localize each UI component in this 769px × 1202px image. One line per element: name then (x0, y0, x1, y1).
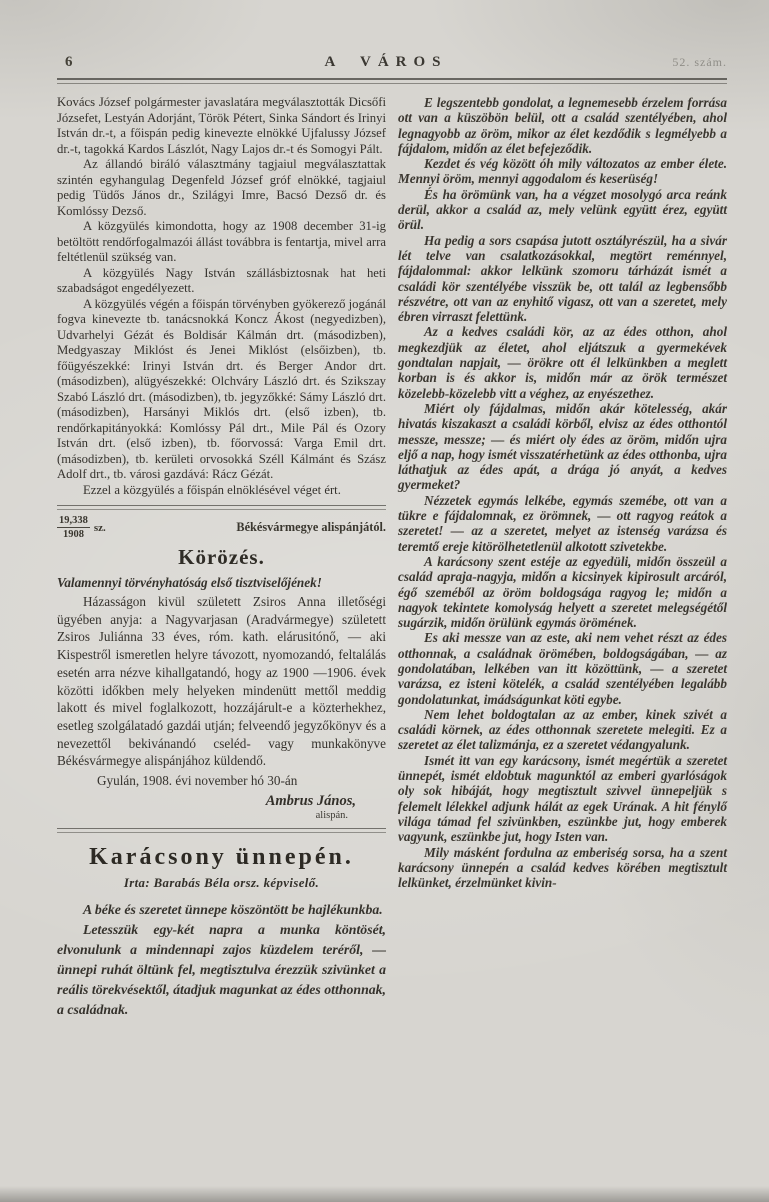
essay-paragraph: E legszentebb gondolat, a legnemesebb érzelem forrása ott van a küszöbön belül, ott a család szentélyében, ahol legnagyobb az öröm, mikor az élet kezdődik s legmélyebb a fájdalom, midőn az élet befejeződik. (398, 95, 727, 156)
essay-paragraph: Ha pedig a sors csapása jutott osztályrészül, ha a sivár lét telve van csalatkozásokkal, megtört reménnyel, fájdalommal: akkor lelkünk szomoru tárházát ismét a családi kör szentélyébe visszük be, ott talál az legbensőbb részvétre, ott van az enyhitő vigasz, ott van a szeretet, mely ébren virraszt felettünk. (398, 232, 727, 325)
left-column (57, 95, 386, 1020)
essay-paragraph: Nem lehet boldogtalan az az ember, kinek szivét a családi körnek, az édes otthonnak szeretete melegiti. Ez a szeretet az élet talizmánja, ez a szeretet védangyalunk. (398, 706, 727, 753)
korozes-section (57, 545, 386, 821)
korozes-address: Valamennyi törvényhatóság első tisztviselőjének! (57, 575, 322, 590)
korozes-dateline: Gyulán, 1908. évi november hó 30-án (97, 773, 298, 789)
article-paragraph: Az állandó biráló választmány tagjaiul megválasztattak szintén egyhangulag Degenfeld József gróf elnökké, tagjaiul pedig Tüdős János dr., Szilágyi Imre, Bacsó Dezső dr. és Komlóssy Dezső. (57, 157, 386, 218)
essay-paragraph: Es aki messze van az este, aki nem vehet részt az édes otthonnak, a családnak örömében, boldogságában, — az gondolatában, lelkében van itt közöttünk, — a szeretet varázsa, ez isteni kötelék, a család szentélyében legalább gondolatunkat, imádságunkat köti egybe. (398, 630, 727, 707)
article-paragraph: A közgyülés Nagy István szállásbiztosnak hat heti szabadságot engedélyezett. (57, 265, 386, 295)
docket-number-top: 19,338 (59, 515, 88, 526)
essay-paragraph: A karácsony szent estéje az egyedüli, midőn összeül a család apraja-nagyja, midőn a kicsinyek kipirosult arcáról, égő szeméből az öröm boldogsága ragyog le; midőn a nagyok tekintete komolyság helyett a szeretet melegségétől sugárzik, midőn örülünk egymás örömének. (398, 553, 727, 631)
essay-paragraph: Miért oly fájdalmas, midőn akár kötelesség, akár hivatás kiszakaszt a családi körből, elvisz az édes otthontól messze, messze; — és miért oly édes az öröm, midőn ujra eljő a nap, hogy ismét visszatérhetünk az édes otthonba, ujra láthatjuk az édes apát, a drága jó anyát, a kedves gyermeket? (398, 400, 727, 493)
council-report (57, 95, 386, 498)
karacsony-paragraph: Letesszük egy-két napra a munka köntösét, elvonulunk a mindennapi zajos küzdelem teréről, — ünnepi ruhát öltünk fel, megtisztulva érezzük szivünket a reális törekvésektől, átadjuk magunkat az édes otthonnak, a családnak. (57, 922, 386, 1018)
article-paragraph: Ezzel a közgyülés a főispán elnöklésével véget ért. (83, 482, 341, 497)
essay-paragraph: Kezdet és vég között óh mily változatos az ember élete. Mennyi öröm, mennyi aggodalom és keserüség! (398, 156, 727, 187)
karacsony-section (57, 844, 386, 1020)
masthead (57, 54, 727, 71)
korozes-heading: Körözés. (178, 545, 265, 569)
karacsony-byline: Irta: Barabás Béla orsz. képviselő. (123, 876, 320, 891)
essay-paragraph: És ha örömünk van, ha a végzet mosolygó arca reánk derül, akkor a család az, mely velünk együtt érez, együtt örül. (398, 186, 727, 233)
right-column (398, 95, 727, 1020)
docket-line (57, 515, 386, 540)
essay-paragraph: Mily másként fordulna az emberiség sorsa, ha a szent karácsony ünnepén a család kedves körében megtisztult lelkünket, érzelmünket kivin- (398, 844, 727, 891)
newspaper-title: A VÁROS (324, 54, 448, 70)
signature-name: Ambrus János, (265, 793, 356, 810)
docket-source: Békésvármegye alispánjától. (236, 520, 386, 534)
docket-number (57, 515, 106, 540)
article-paragraph: A közgyülés kimondotta, hogy az 1908 december 31-ig betöltött rendőrfogalmazói állást továbbra is fentartja, mivel arra feltétlenül szükség van. (57, 219, 386, 264)
essay-paragraph: Ismét itt van egy karácsony, ismét megértük a szeretet ünnepét, ismét eldobtuk magunktól az emberi gyarlóságok oly sok hibáját, hogy megtisztult szivvel ünnepeljük s felemelt lélekkel adjunk hálát az egek Urának. A hit fénylő világa támad fel szivünkben, eszünkbe jut, hogy emberek vagyunk, eszünkbe jut, hogy Isten van. (398, 752, 727, 845)
docket-fraction (57, 515, 90, 540)
docket-number-bottom: 1908 (62, 529, 84, 540)
docket-suffix: sz. (93, 521, 106, 534)
signature-title: alispán. (315, 810, 348, 822)
article-paragraph: Kovács József polgármester javaslatára megválasztották Dicsőfi Józsefet, Lestyán Adorjánt, Török Pétert, Sinka Sándort és Irinyi István dr.-t, a főispán pedig kinevezte elnökké Ujfalussy József dr.-t, tagokká Kardos Lászlót, Nagy Lajos dr.-t és Somogyi Pált. (57, 95, 386, 156)
section-rule (57, 505, 386, 510)
essay-paragraph: Nézzetek egymás lelkébe, egymás szemébe, ott van a tükre e fájdalomnak, ez örömnek, — ott ragyog reátok a szeretet! — az a szeretet, melyet az istenség varázsa és teremtő ereje kitörölhetetlenül alkotott szivetekbe. (398, 492, 727, 554)
page-number: 6 (65, 54, 73, 70)
masthead-rule (57, 78, 727, 84)
page-bottom-edge (0, 1186, 769, 1202)
karacsony-paragraph: A béke és szeretet ünnepe köszöntött be hajlékunkba. (83, 902, 383, 918)
section-rule (57, 828, 386, 833)
page-content (57, 54, 727, 1020)
issue-number: 52. szám. (672, 55, 727, 69)
article-paragraph: A közgyülés végén a főispán törvényben gyökerező jogánál fogva kinevezte tb. tanácsnokká Koncz Ákost (negyedizben), Udvarhelyi Gézát és Boldisár Kálmán drt. (másodizben), Medgyaszay Miklóst és Jenei Miklóst (elsőizben), tb. főügyészekké: Irinyi István drt. és Berger Andor drt. (másodizben), alügyészekké: Olchváry László drt. és Szikszay Szabó László drt. (másodizben), tb. jegyzőkké: Sámy László drt. (másodizben), Harsányi Miklós drt. (első izben), tb. rendőrkapitányokká: Komlóssy Pál drt., Mile Pál és Ozory István drt. (első izben), tb. főorvossá: Varga Emil drt. (másodizben), tb. kerületi orvosokká Széll Kálmánt és Szász Adolf drt., tb. városi gazdává: Rácz Gézát. (57, 296, 386, 481)
korozes-body: Házasságon kivül született Zsiros Anna illetőségi ügyében anyja: a Nagyvarjasan (Aradvármegye) született Zsiros Juliánna 33 éves, róm. kath. elárusitónő, — aki Kispestről ismeretlen helyre távozott, nyomozandó, feltalálás esetén arra nézve kihallgatandó, hogy az 1900 —1906. évek közötti időkben mely helyeken mindenütt mettől meddig lakott és mivel foglalkozott, hozzájárult-e a közterhekhez, esetleg szolgálatadó gazdái utján; felveendő jegyzőkönyv és a nevezettől bekivánandó cseléd- vagy munkakönyve Békésvármegye alispánjához küldendő. (57, 594, 386, 769)
essay-paragraph: Az a kedves családi kör, az az édes otthon, ahol megkezdjük az életet, ahol eljátszuk a gyermekévek gondtalan napjait, — örökre ott él lelkünkben a meglett korban is és akkor is, midőn már az örök természet közelebb-közelebb vitt a véghez, az enyészethez. (398, 324, 727, 401)
karacsony-heading: Karácsony ünnepén. (89, 844, 354, 871)
columns (57, 95, 727, 1020)
